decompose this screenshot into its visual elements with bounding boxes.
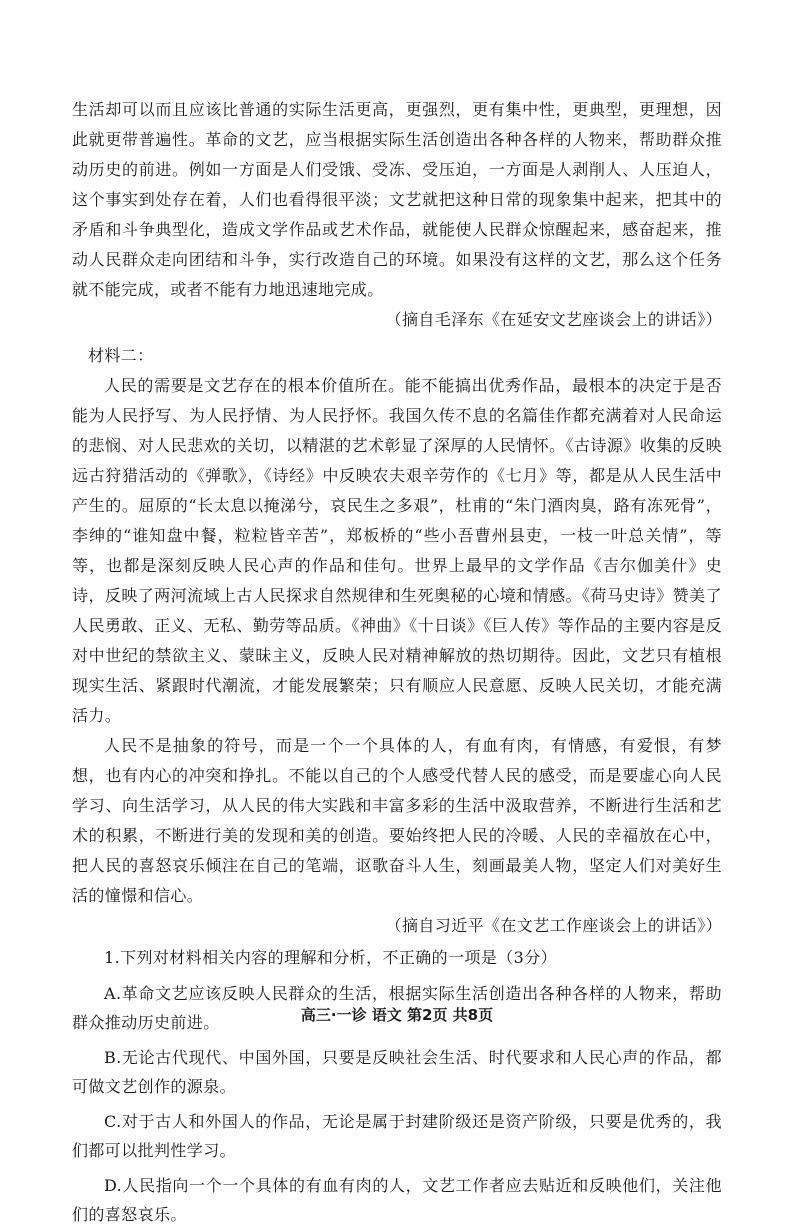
material-two-paragraph-1: 人民的需要是文艺存在的根本价值所在。能不能搞出优秀作品，最根本的决定于是否能为人民抒写、为人民抒情、为人民抒怀。我国久传不息的名篇佳作都充满着对人民命运的悲悯、对人民悲欢的关切，以精湛的艺术彰显了深厚的人民情怀。《古诗源》收集的反映远古狩猎活动的《弹歌》，《诗经》中反映农夫艰辛劳作的《七月》等，都是从人民生活中产生的。屈原的“长太息以掩涕兮，哀民生之多艰”，杜甫的“朱门酒肉臭，路有冻死骨”，李绅的“谁知盘中餐，粒粒皆辛苦”，郑板桥的“些小吾曹州县吏，一枝一叶总关情”，等等，也都是深刻反映人民心声的作品和佳句。世界上最早的文学作品《吉尔伽美什》史诗，反映了两河流域上古人民探求自然规律和生死奥秘的心境和情感。《荷马史诗》赞美了人民勇敢、正义、无私、勤劳等品质。《神曲》《十日谈》《巨人传》等作品的主要内容是反对中世纪的禁欲主义、蒙昧主义，反映人民对精神解放的热切期待。因此，文艺只有植根现实生活、紧跟时代潮流，才能发展繁荣；只有顺应人民意愿、反映人民关切，才能充满活力。: [72, 376, 722, 725]
question-1-stem: 1.下列对材料相关内容的理解和分析，不正确的一项是（3分）: [104, 948, 558, 967]
material-two-label: 材料二：: [88, 346, 154, 365]
material-two-paragraph-2: 人民不是抽象的符号，而是一个一个具体的人，有血有肉，有情感，有爱恨，有梦想，也有内心的冲突和挣扎。不能以自己的个人感受代替人民的感受，而是要虚心向人民学习、向生活学习，从人民的伟大实践和丰富多彩的生活中汲取营养，不断进行生活和艺术的积累，不断进行美的发现和美的创造。要始终把人民的冷暖、人民的幸福放在心中，把人民的喜怒哀乐倾注在自己的笔端，讴歌奋斗人生，刻画最美人物，坚定人们对美好生活的憧憬和信心。: [72, 736, 722, 905]
source-citation-xi: （摘自习近平《在文艺工作座谈会上的讲话》）: [385, 916, 722, 935]
option-a: A.革命文艺应该反映人民群众的生活，根据实际生活创造出各种各样的人物来，帮助群众推动历史前进。: [72, 984, 722, 1032]
material-one-paragraph: 生活却可以而且应该比普通的实际生活更高，更强烈，更有集中性，更典型，更理想，因此就更带普遍性。革命的文艺，应当根据实际生活创造出各种各样的人物来，帮助群众推动历史的前进。例如一方面是人们受饿、受冻、受压迫，一方面是人剥削人、人压迫人，这个事实到处存在着，人们也看得很平淡；文艺就把这种日常的现象集中起来，把其中的矛盾和斗争典型化，造成文学作品或艺术作品，就能使人民群众惊醒起来，感奋起来，推动人民群众走向团结和斗争，实行改造自己的环境。如果没有这样的文艺，那么这个任务就不能完成，或者不能有力地迅速地完成。: [72, 100, 722, 299]
source-citation-mao: （摘自毛泽东《在延安文艺座谈会上的讲话》）: [385, 310, 722, 329]
option-c: C.对于古人和外国人的作品，无论是属于封建阶级还是资产阶级，只要是优秀的，我们都可以批判性学习。: [72, 1112, 722, 1160]
option-d: D.人民指向一个一个具体的有血有肉的人，文艺工作者应去贴近和反映他们，关注他们的喜怒哀乐。: [72, 1176, 722, 1224]
page-footer: 高三·一诊 语文 第2页 共8页: [300, 1006, 494, 1024]
option-b: B.无论古代现代、中国外国，只要是反映社会生活、时代要求和人民心声的作品，都可做文艺创作的源泉。: [72, 1048, 722, 1096]
